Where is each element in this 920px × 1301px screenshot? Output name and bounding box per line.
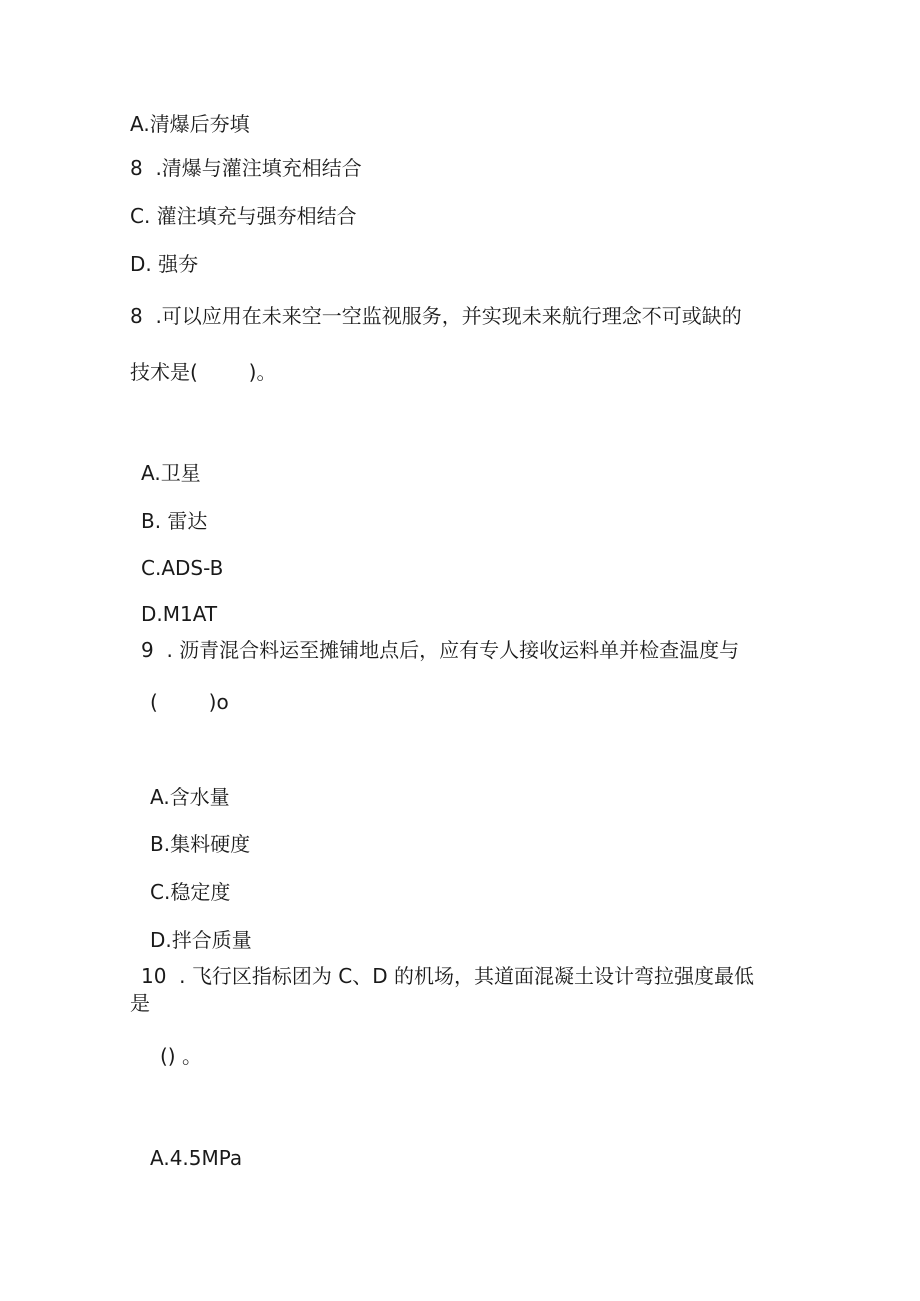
- option-d-q7: D. 强夯: [130, 252, 199, 276]
- option-c-q7: C. 灌注填充与强夯相结合: [130, 204, 357, 228]
- option-d-q9: D.拌合质量: [150, 928, 252, 952]
- question-9-text-cont: ( )o: [150, 690, 229, 714]
- option-a-q9: A.含水量: [150, 785, 230, 809]
- option-b-q8: B. 雷达: [141, 509, 208, 533]
- option-b-q9: B.集料硬度: [150, 832, 251, 856]
- option-d-q8: D.M1AT: [141, 602, 218, 626]
- question-10-text-wrap: 是: [130, 991, 150, 1015]
- option-c-q9: C.稳定度: [150, 880, 231, 904]
- option-a-q8: A.卫星: [141, 461, 201, 485]
- option-a-q10: A.4.5MPa: [150, 1146, 243, 1170]
- question-10-text-cont: () 。: [160, 1044, 202, 1068]
- question-8-text: 8 .可以应用在未来空一空监视服务，并实现未来航行理念不可或缺的: [130, 304, 742, 328]
- question-10-text: 10 . 飞行区指标团为 C、D 的机场，其道面混凝土设计弯拉强度最低: [141, 964, 754, 988]
- question-9-text: 9 . 沥青混合料运至摊铺地点后，应有专人接收运料单并检查温度与: [141, 638, 740, 662]
- option-b-q7: 8 .清爆与灌注填充相结合: [130, 156, 362, 180]
- option-c-q8: C.ADS-B: [141, 556, 224, 580]
- option-a-q7: A.清爆后夯填: [130, 112, 250, 136]
- question-8-text-cont: 技术是( )。: [130, 360, 277, 384]
